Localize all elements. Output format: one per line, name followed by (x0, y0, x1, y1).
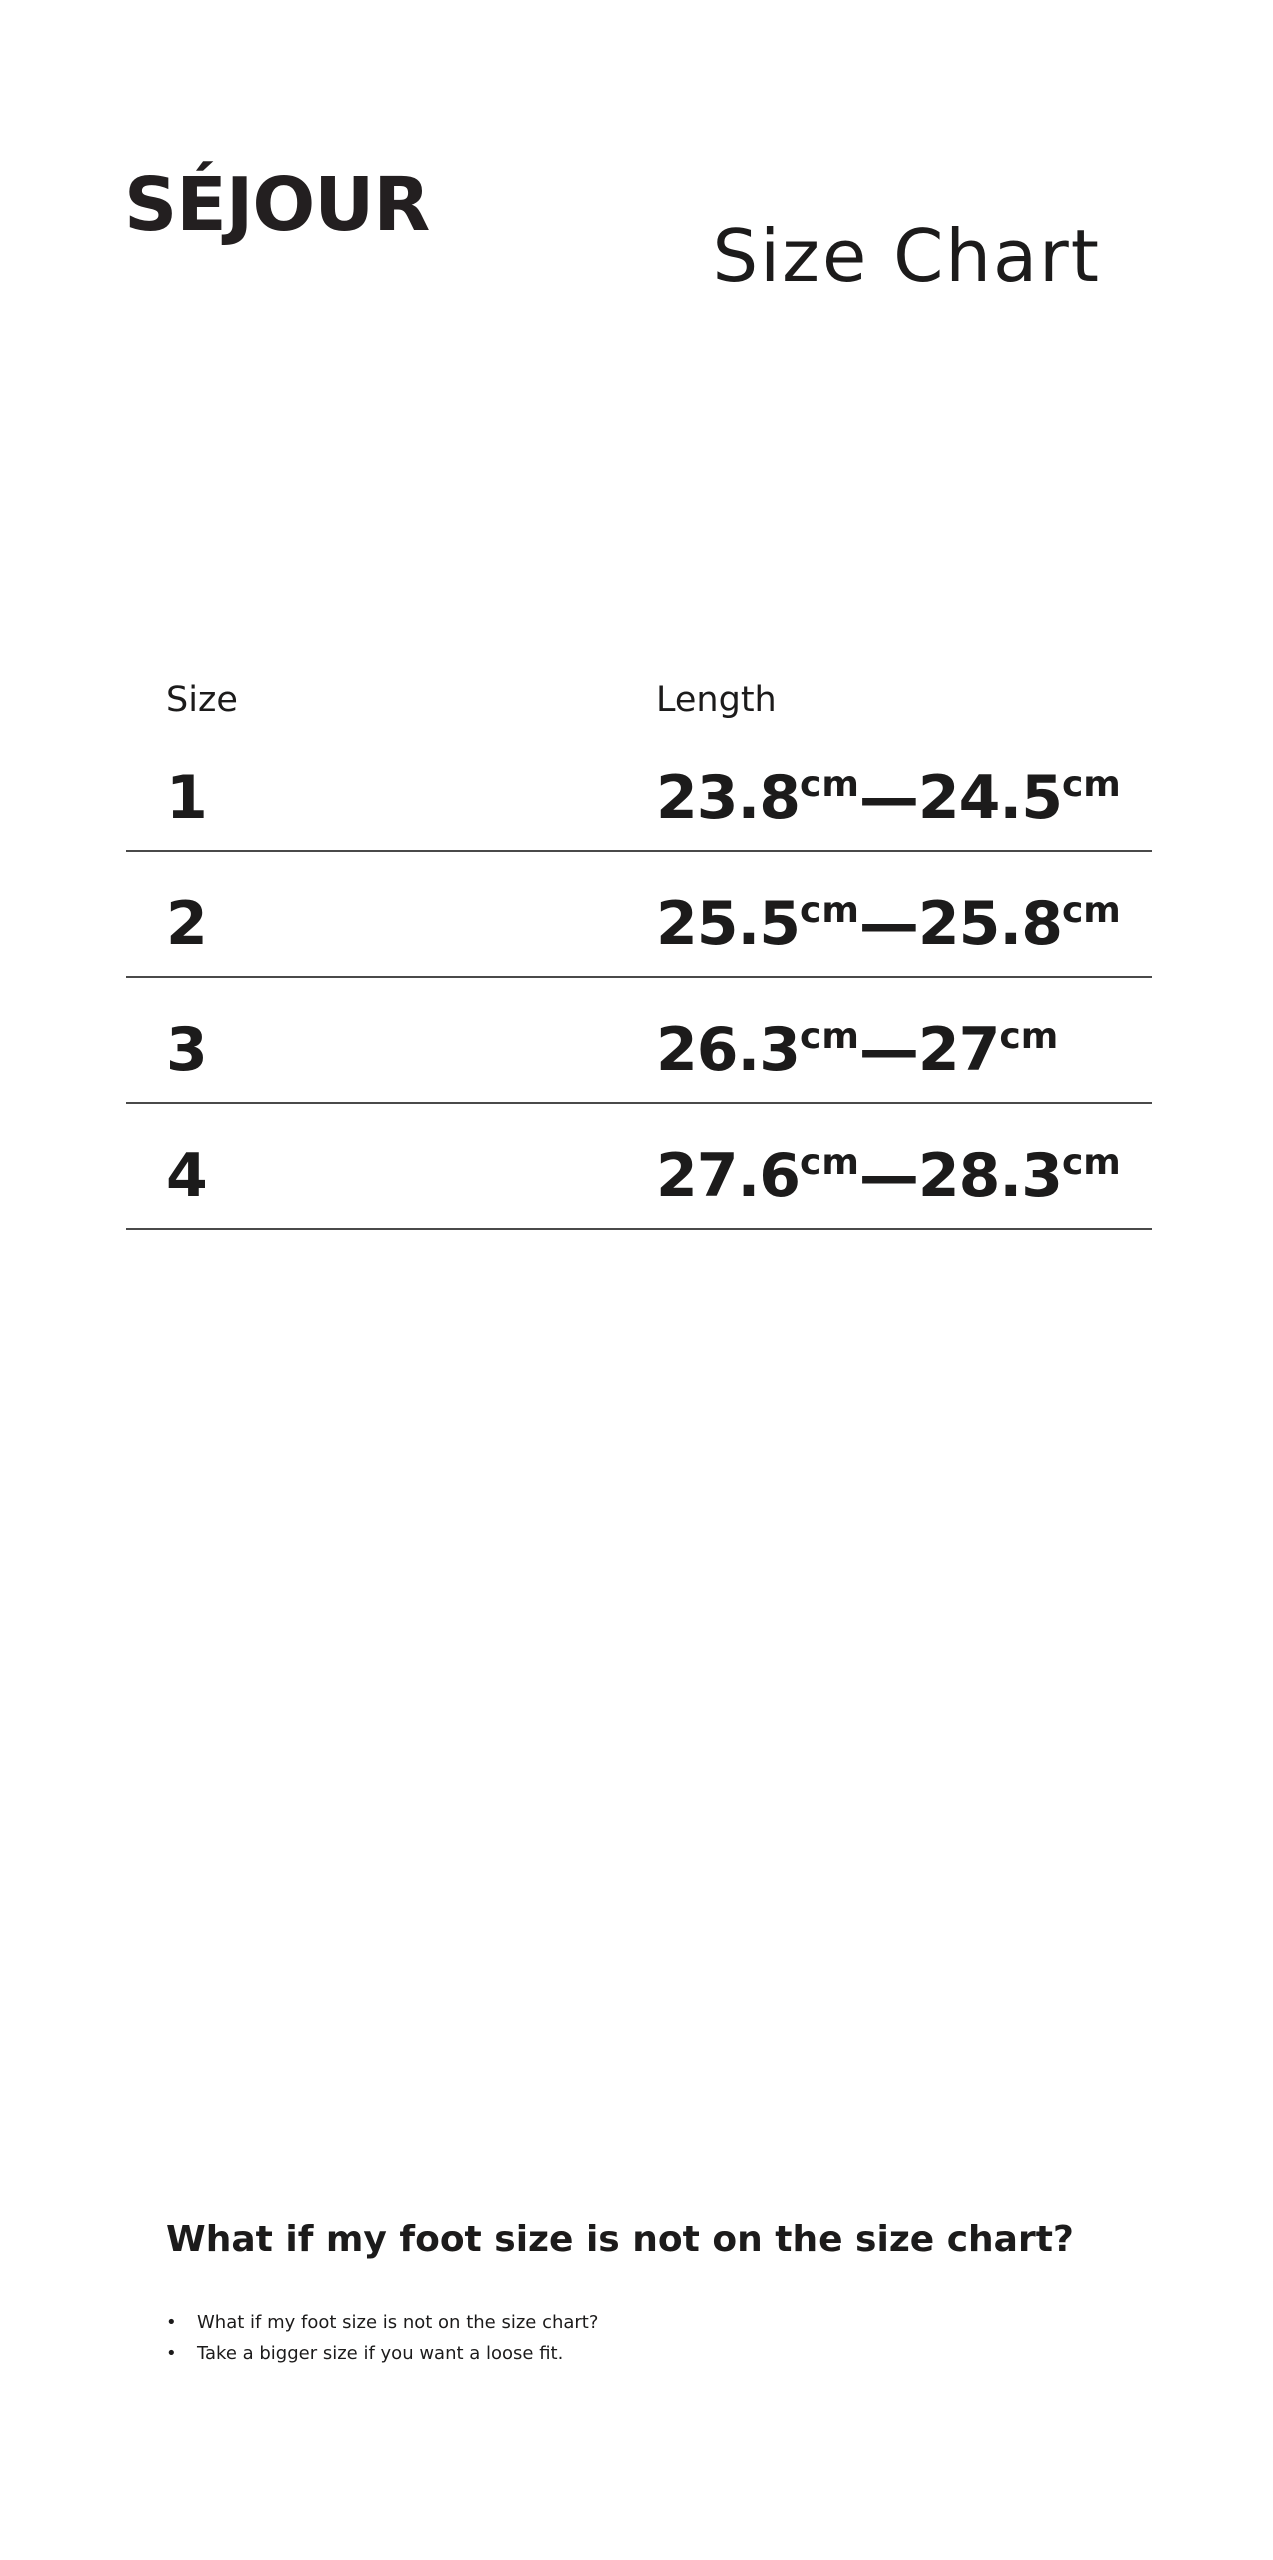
unit-label: cm (1061, 890, 1121, 931)
faq-list (166, 2307, 1146, 2369)
column-header-size: Size (166, 680, 238, 720)
unit-label: cm (800, 1142, 859, 1183)
length-from: 26.3 (656, 1015, 801, 1085)
range-separator: — (858, 1015, 918, 1085)
range-separator: — (858, 1141, 918, 1211)
list-item (166, 2338, 1146, 2369)
size-value: 1 (166, 763, 208, 833)
length-value (656, 889, 1121, 959)
length-value (656, 1015, 1059, 1085)
range-separator: — (858, 889, 918, 959)
length-value (656, 763, 1121, 833)
unit-label: cm (800, 764, 859, 805)
range-separator: — (858, 763, 918, 833)
faq-section (166, 2218, 1146, 2369)
unit-label: cm (1061, 764, 1121, 805)
table-header (126, 680, 1152, 730)
length-to: 24.5 (917, 763, 1062, 833)
length-from: 25.5 (656, 889, 801, 959)
size-value: 3 (166, 1015, 208, 1085)
length-to: 28.3 (917, 1141, 1062, 1211)
bullet-icon: • (166, 2312, 177, 2334)
unit-label: cm (999, 1016, 1059, 1057)
table-row (126, 730, 1152, 852)
size-value: 2 (166, 889, 208, 959)
faq-title: What if my foot size is not on the size chart? (166, 2219, 1074, 2260)
list-item-text: What if my foot size is not on the size chart? (197, 2312, 599, 2334)
length-from: 27.6 (656, 1141, 801, 1211)
unit-label: cm (1061, 1142, 1121, 1183)
list-item (166, 2307, 1146, 2338)
list-item-text: Take a bigger size if you want a loose fit. (197, 2343, 564, 2365)
unit-label: cm (800, 890, 859, 931)
size-value: 4 (166, 1141, 208, 1211)
length-to: 27 (917, 1015, 1000, 1085)
size-table (126, 680, 1152, 1230)
length-from: 23.8 (656, 763, 801, 833)
logo: SÉJOUR (124, 162, 430, 248)
bullet-icon: • (166, 2343, 177, 2365)
length-value (656, 1141, 1121, 1211)
page-title: Size Chart (712, 214, 1101, 299)
table-row (126, 1104, 1152, 1230)
length-to: 25.8 (917, 889, 1062, 959)
unit-label: cm (800, 1016, 859, 1057)
table-row (126, 978, 1152, 1104)
column-header-length: Length (656, 680, 777, 720)
table-row (126, 852, 1152, 978)
